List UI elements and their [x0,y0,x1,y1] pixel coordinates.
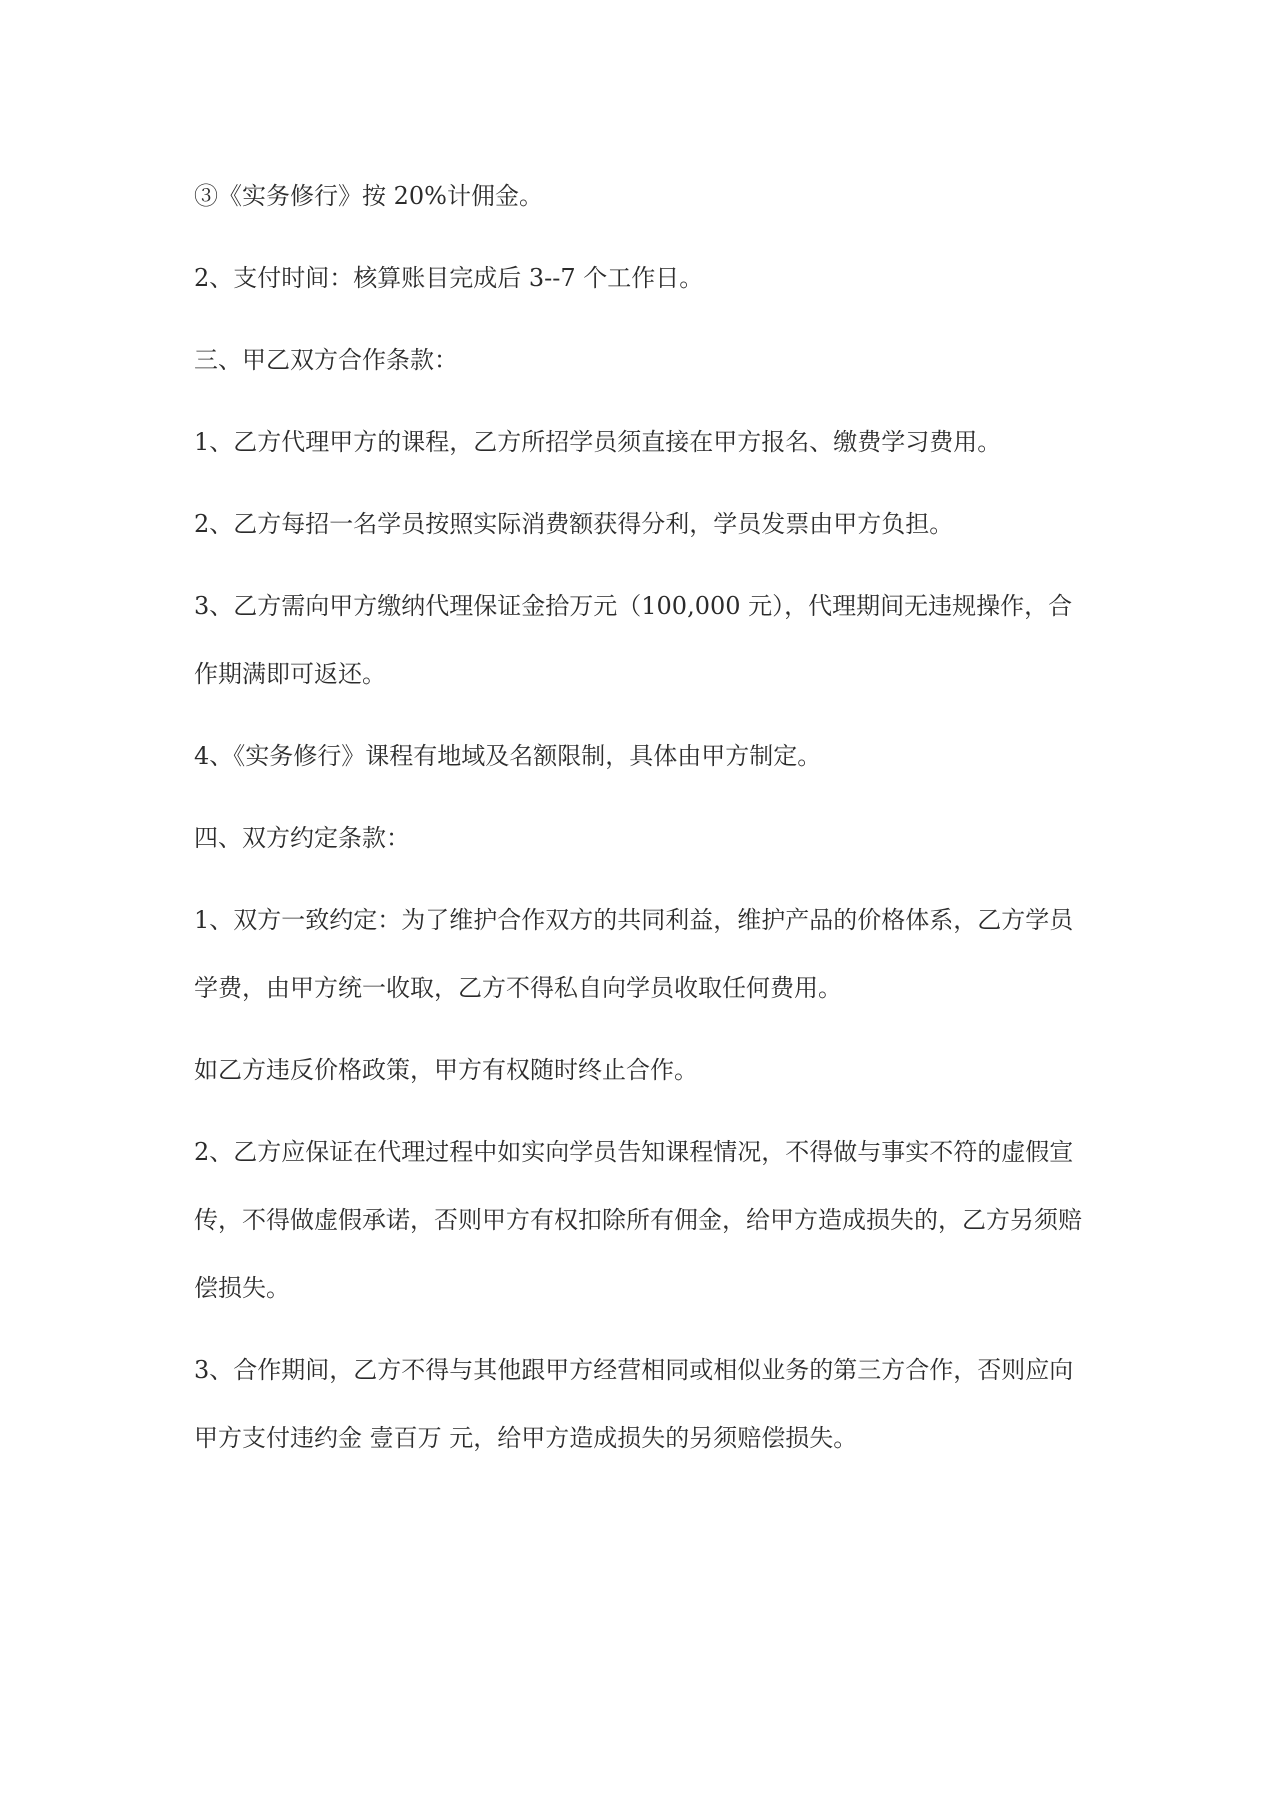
section-heading-agreed-terms: 四、双方约定条款： [194,824,410,852]
clause-payment-time: 2、支付时间：核算账目完成后 3--7 个工作日。 [194,264,704,292]
clause-non-compete: 3、合作期间，乙方不得与其他跟甲方经营相同或相似业务的第三方合作，否则应向甲方支付违约金 壹百万 元，给甲方造成损失的另须赔偿损失。 [194,1356,1074,1452]
clause-commission-practice: ③《实务修行》按 20%计佣金。 [194,182,543,210]
clause-region-quota: 4、《实务修行》课程有地域及名额限制，具体由甲方制定。 [194,742,822,770]
section-heading-cooperation-terms: 三、甲乙双方合作条款： [194,346,458,374]
clause-course-agency: 1、乙方代理甲方的课程，乙方所招学员须直接在甲方报名、缴费学习费用。 [194,428,1002,456]
clause-fee-collection: 1、双方一致约定：为了维护合作双方的共同利益，维护产品的价格体系，乙方学员学费，由甲方统一收取，乙方不得私自向学员收取任何费用。 [194,906,1074,1002]
clause-truthful-promotion: 2、乙方应保证在代理过程中如实向学员告知课程情况，不得做与事实不符的虚假宣传，不得做虚假承诺，否则甲方有权扣除所有佣金，给甲方造成损失的，乙方另须赔偿损失。 [194,1138,1082,1302]
clause-profit-share: 2、乙方每招一名学员按照实际消费额获得分利，学员发票由甲方负担。 [194,510,954,538]
document-body [194,162,1094,1486]
clause-deposit: 3、乙方需向甲方缴纳代理保证金拾万元（100,000 元），代理期间无违规操作，合作期满即可返还。 [194,592,1073,688]
clause-price-policy: 如乙方违反价格政策，甲方有权随时终止合作。 [194,1056,698,1084]
